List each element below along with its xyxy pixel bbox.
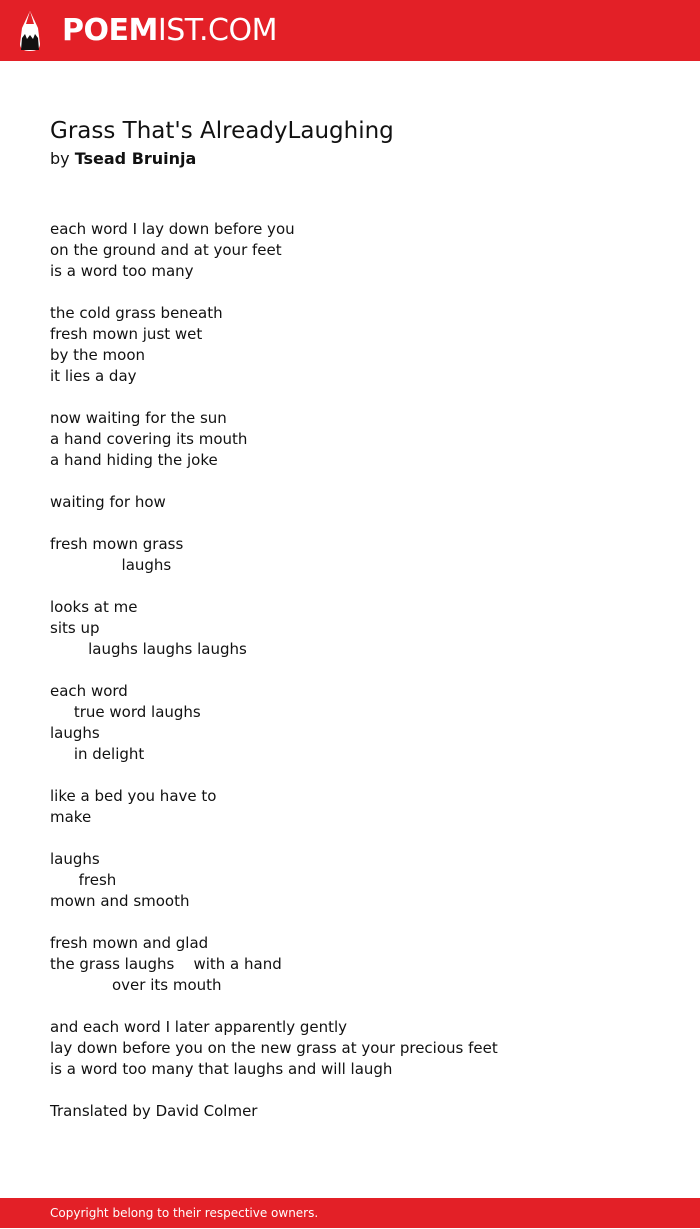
poem-line: it lies a day	[50, 367, 137, 385]
site-header	[0, 0, 700, 61]
poem-line: is a word too many	[50, 262, 194, 280]
site-footer	[0, 1198, 700, 1228]
poem-line: in delight	[50, 745, 145, 763]
poem-line: the grass laughs with a hand	[50, 955, 282, 973]
poem-line: the cold grass beneath	[50, 304, 223, 322]
stanza-break	[50, 282, 660, 303]
byline	[50, 148, 196, 170]
stanza-break	[50, 828, 660, 849]
poem-line: each word I lay down before you	[50, 220, 295, 238]
by-label: by	[50, 149, 70, 168]
stanza-break	[50, 1080, 660, 1101]
poem-line: laughs	[50, 850, 100, 868]
poem-line: a hand hiding the joke	[50, 451, 218, 469]
poem-line: true word laughs	[50, 703, 201, 721]
poem-title: Grass That's AlreadyLaughing	[50, 118, 394, 144]
poem-line: lay down before you on the new grass at your precious feet	[50, 1039, 498, 1057]
poem-line: looks at me	[50, 598, 138, 616]
stanza-break	[50, 387, 660, 408]
stanza-break	[50, 471, 660, 492]
poem-line: make	[50, 808, 92, 826]
poem-line: Translated by David Colmer	[50, 1102, 258, 1120]
poem-line: laughs laughs laughs	[50, 640, 247, 658]
stanza-break	[50, 576, 660, 597]
poem-line: now waiting for the sun	[50, 409, 227, 427]
poem-line: laughs	[50, 724, 100, 742]
poem-line: mown and smooth	[50, 892, 190, 910]
poem-line: each word	[50, 682, 128, 700]
stanza-break	[50, 765, 660, 786]
poem-line: fresh	[50, 871, 117, 889]
poem-line: over its mouth	[50, 976, 222, 994]
copyright-text: Copyright belong to their respective owners.	[50, 1206, 319, 1220]
poem-line: like a bed you have to	[50, 787, 217, 805]
stanza-break	[50, 996, 660, 1017]
stanza-break	[50, 660, 660, 681]
site-logo[interactable]	[62, 12, 277, 50]
poem-line: a hand covering its mouth	[50, 430, 248, 448]
stanza-break	[50, 912, 660, 933]
logo-bold-text: POEM	[62, 13, 158, 48]
poem-line: by the moon	[50, 346, 146, 364]
poem-line: is a word too many that laughs and will laugh	[50, 1060, 393, 1078]
pen-nib-icon[interactable]	[17, 10, 43, 52]
poem-line: fresh mown just wet	[50, 325, 203, 343]
poem-line: sits up	[50, 619, 100, 637]
logo-light-text: IST.COM	[157, 13, 277, 48]
poem-body	[50, 219, 660, 1122]
stanza-break	[50, 513, 660, 534]
poem-line: waiting for how	[50, 493, 166, 511]
poem-line: on the ground and at your feet	[50, 241, 282, 259]
author-name: Tsead Bruinja	[74, 149, 197, 168]
poem-line: fresh mown grass	[50, 535, 184, 553]
poem-line: laughs	[50, 556, 172, 574]
poem-line: and each word I later apparently gently	[50, 1018, 348, 1036]
poem-line: fresh mown and glad	[50, 934, 209, 952]
